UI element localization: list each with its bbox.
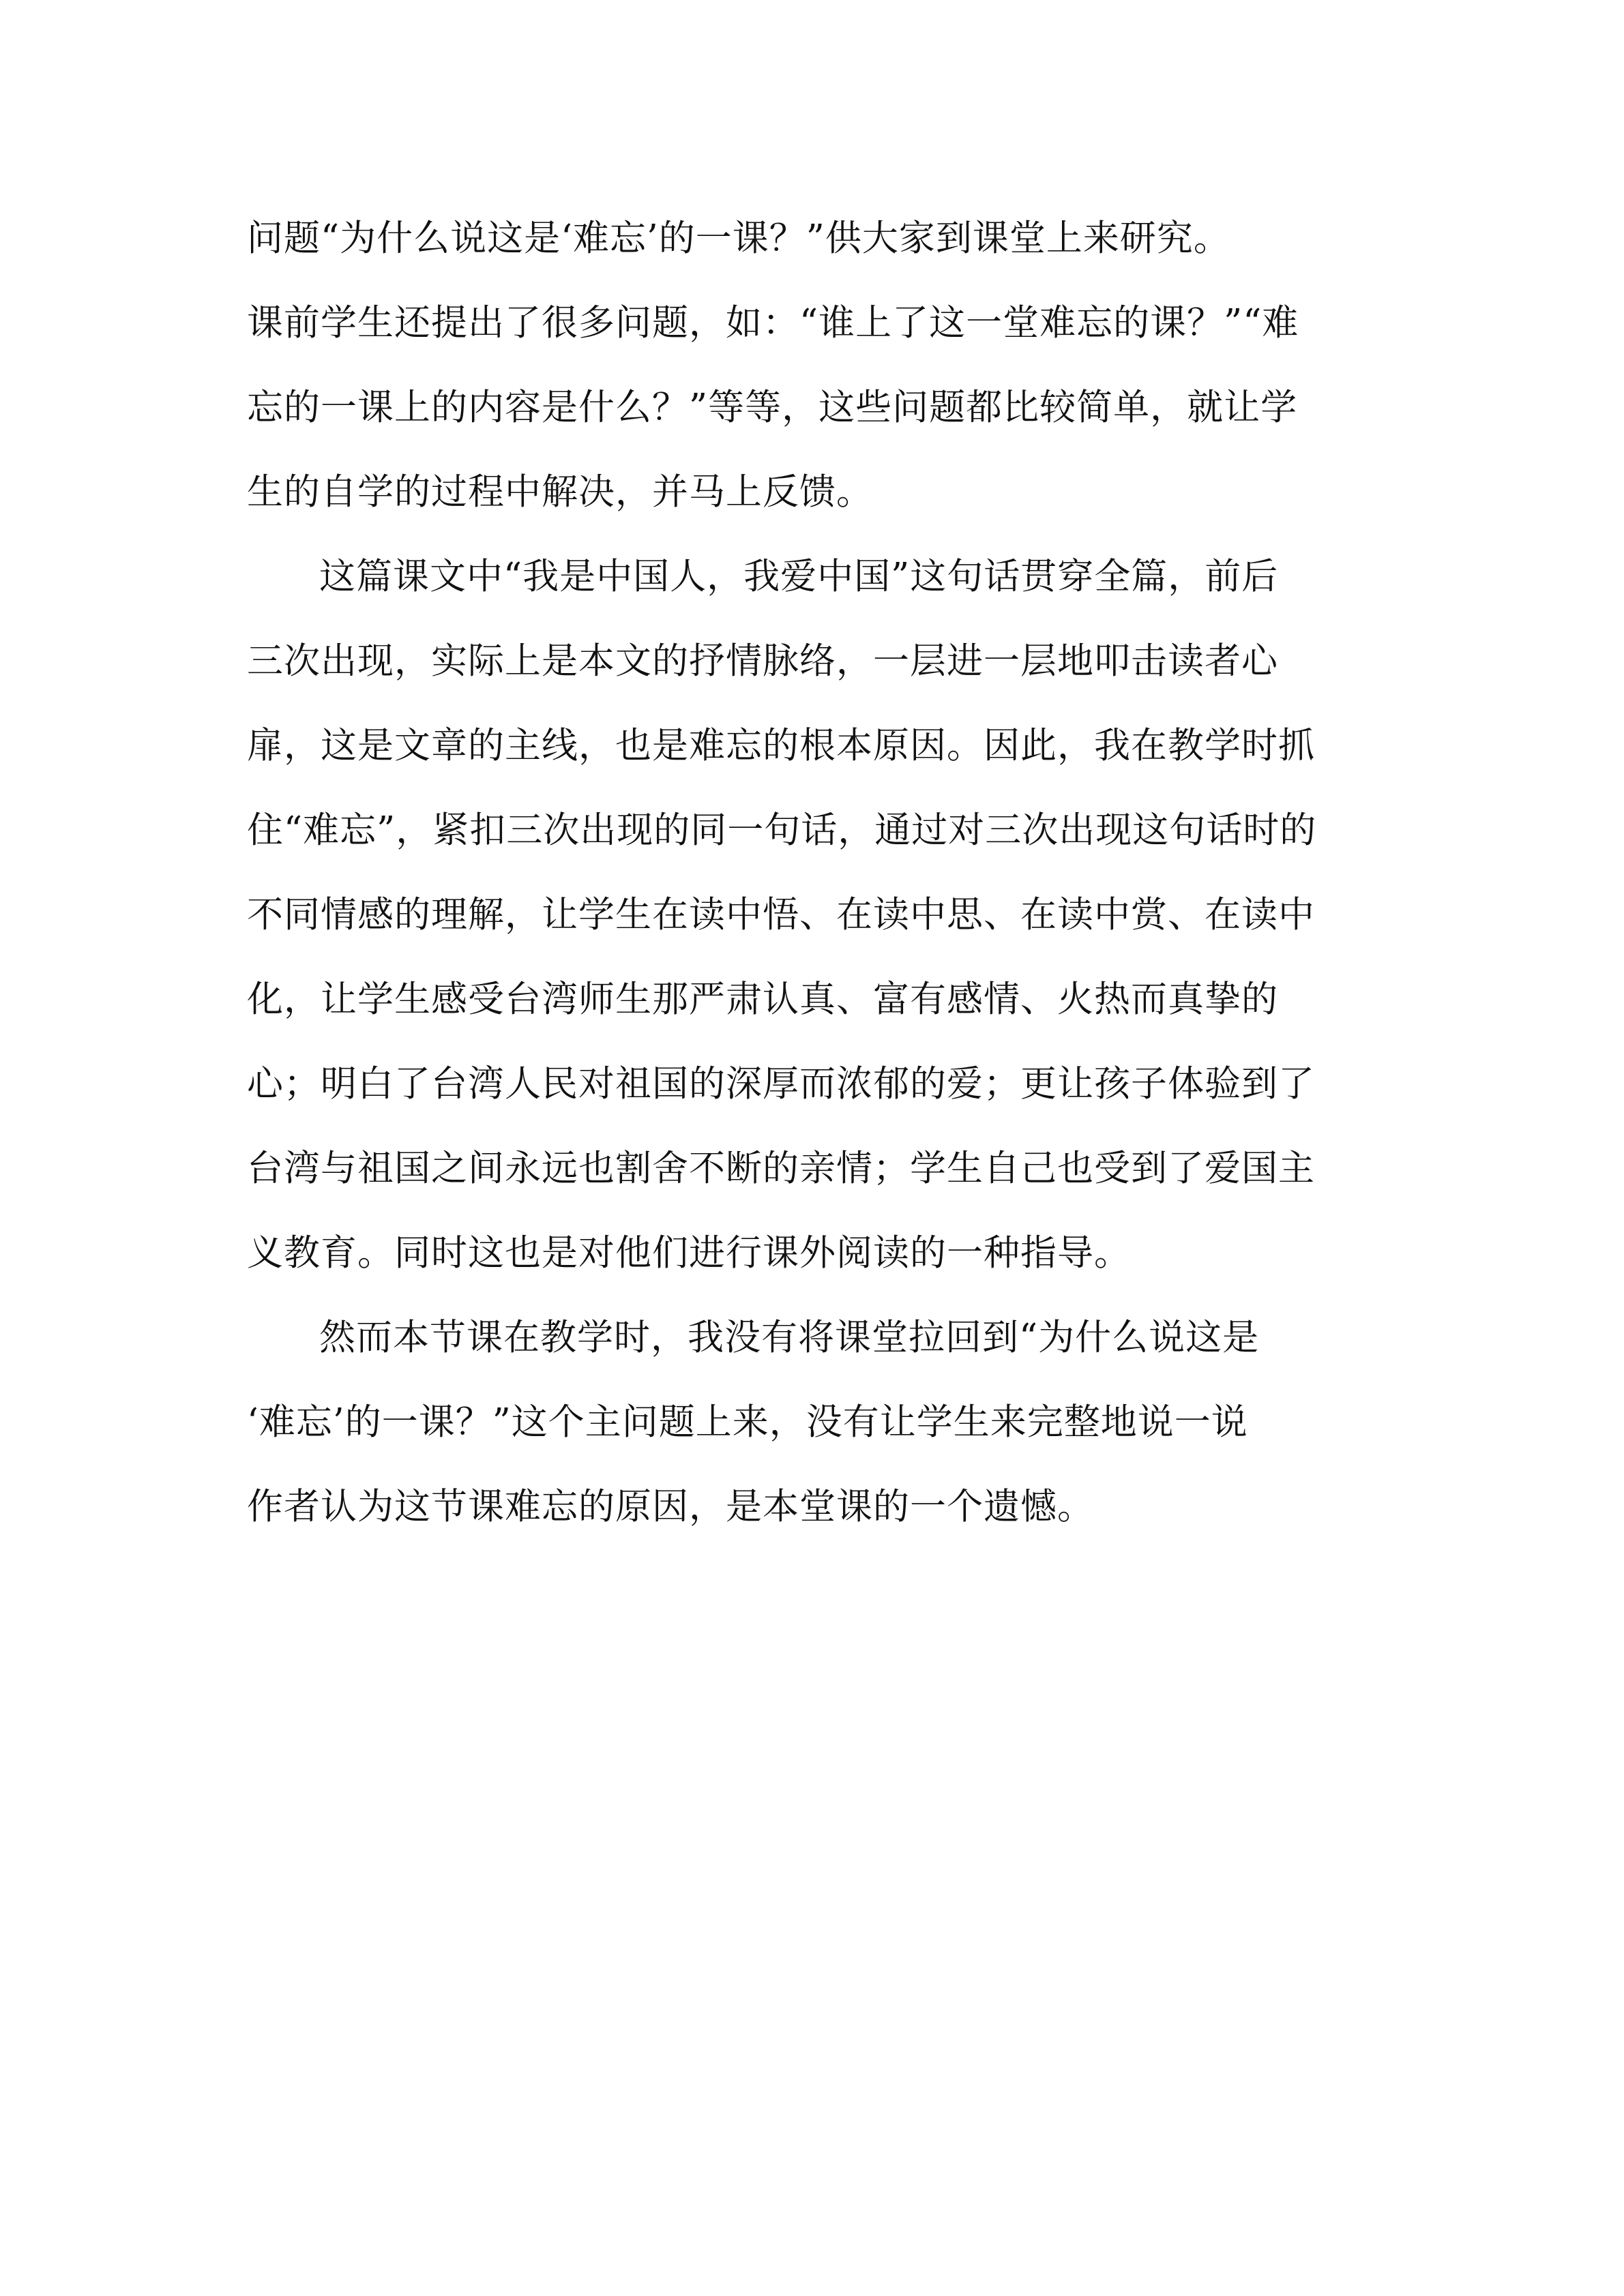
text-line: 然而本节课在教学时，我没有将课堂拉回到“为什么说这是 (319, 1317, 1260, 1358)
text-line: 不同情感的理解，让学生在读中悟、在读中思、在读中赏、在读中 (247, 894, 1315, 936)
text-line: 三次出现，实际上是本文的抒情脉络，一层进一层地叩击读者心 (247, 640, 1278, 682)
text-line: 义教育。同时这也是对他们进行课外阅读的一种指导。 (247, 1232, 1131, 1274)
text-line: 问题“为什么说这是‘难忘’的一课？”供大家到课堂上来研究。 (247, 218, 1230, 259)
text-line: 台湾与祖国之间永远也割舍不断的亲情；学生自己也受到了爱国主 (247, 1148, 1315, 1189)
text-line: 生的自学的过程中解决，并马上反馈。 (247, 471, 873, 513)
text-line: 住“难忘”，紧扣三次出现的同一句话，通过对三次出现这句话时的 (247, 809, 1317, 851)
text-line: 化，让学生感受台湾师生那严肃认真、富有感情、火热而真挚的 (247, 979, 1278, 1020)
text-line: 忘的一课上的内容是什么？”等等，这些问题都比较简单，就让学 (247, 387, 1298, 428)
text-line: 作者认为这节课难忘的原因，是本堂课的一个遗憾。 (247, 1486, 1094, 1527)
text-line: 课前学生还提出了很多问题，如：“谁上了这一堂难忘的课？”“难 (247, 302, 1299, 344)
text-line: 这篇课文中“我是中国人，我爱中国”这句话贯穿全篇，前后 (319, 556, 1279, 597)
text-line: 心；明白了台湾人民对祖国的深厚而浓郁的爱；更让孩子体验到了 (247, 1063, 1315, 1105)
text-line: ‘难忘’的一课？”这个主问题上来，没有让学生来完整地说一说 (247, 1401, 1248, 1443)
text-line: 扉，这是文章的主线，也是难忘的根本原因。因此，我在教学时抓 (247, 725, 1315, 766)
